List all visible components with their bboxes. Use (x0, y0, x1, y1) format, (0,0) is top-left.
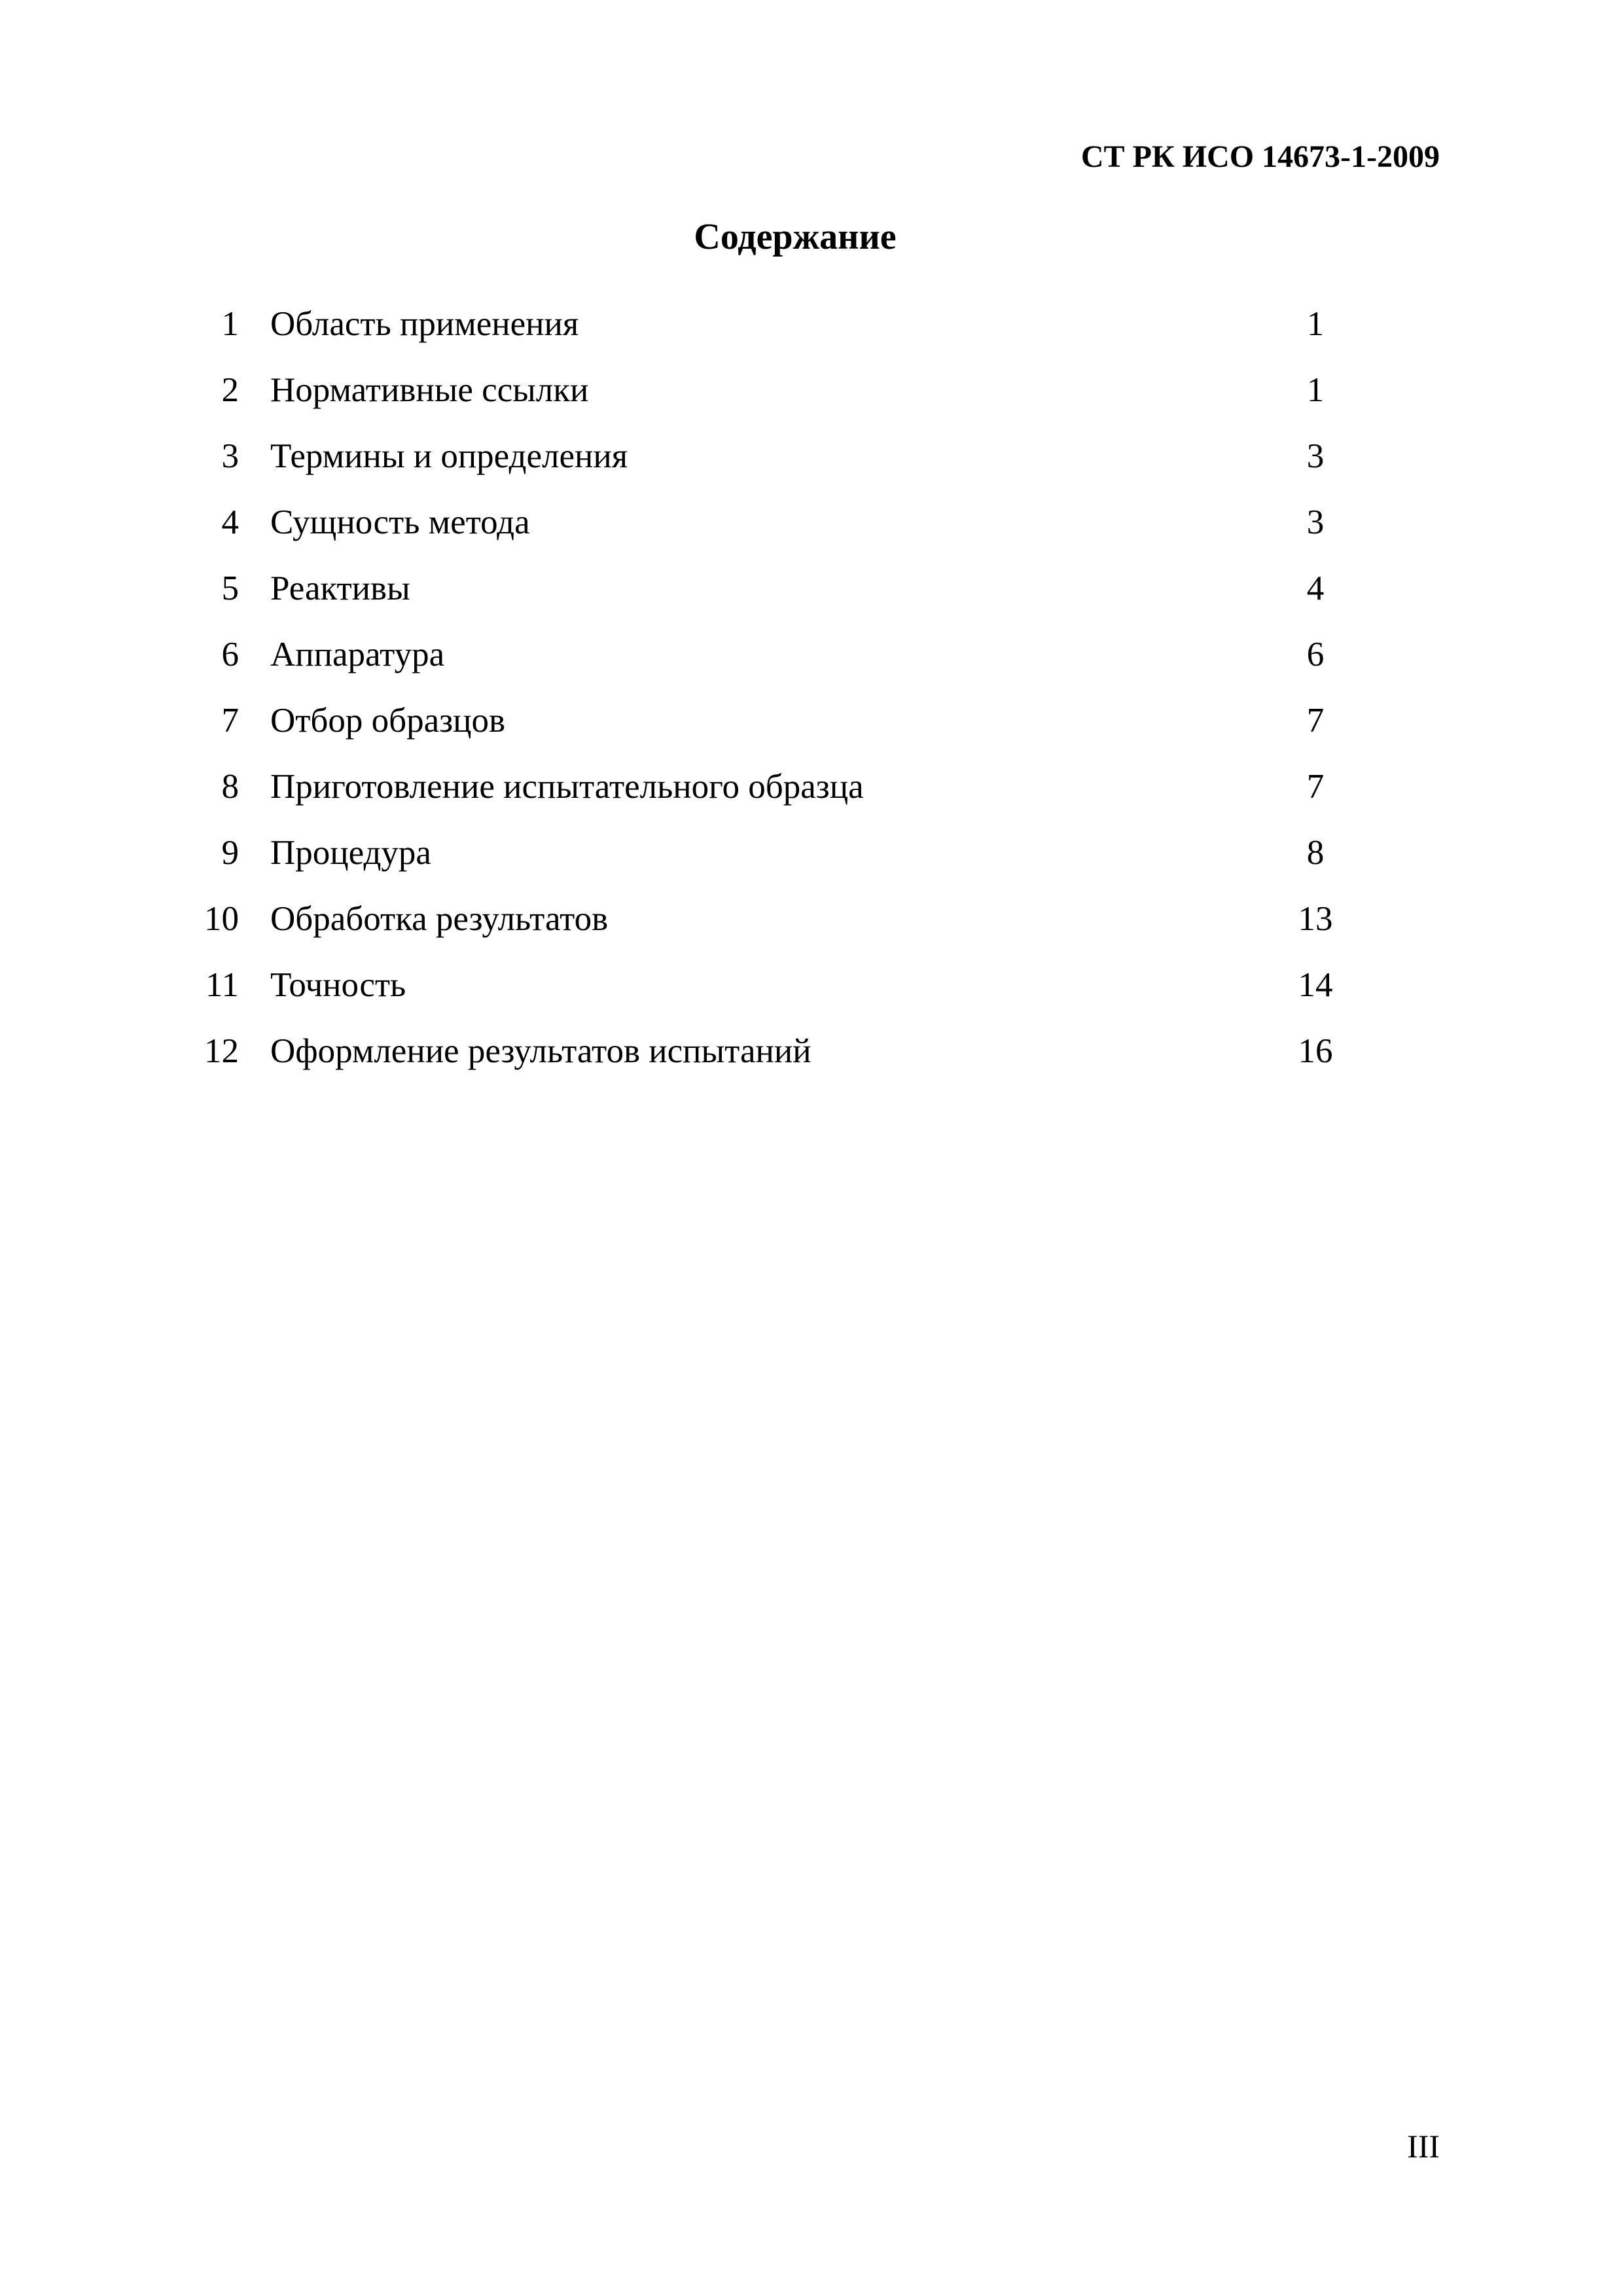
toc-item-page: 6 (1306, 636, 1325, 673)
toc-item[interactable] (157, 1028, 1335, 1094)
toc-item-label: Область применения (270, 305, 579, 343)
toc-item-page: 16 (1298, 1032, 1333, 1070)
toc-item-label: Реактивы (270, 569, 410, 607)
toc-item[interactable] (157, 433, 1335, 499)
toc-item-number: 12 (204, 1032, 239, 1070)
toc-item-number: 5 (221, 569, 239, 607)
toc-item-number: 4 (221, 503, 239, 541)
toc-item[interactable] (157, 698, 1335, 764)
toc-item-page: 1 (1306, 371, 1325, 409)
toc-item-label: Процедура (270, 834, 431, 872)
toc-item[interactable] (157, 301, 1335, 367)
toc-item-label: Отбор образцов (270, 702, 505, 740)
toc-item-label: Сущность метода (270, 503, 530, 541)
toc-item[interactable] (157, 962, 1335, 1028)
page-number: III (1407, 2128, 1440, 2164)
toc-item[interactable] (157, 632, 1335, 698)
toc-item-label: Нормативные ссылки (270, 371, 589, 409)
toc-item-number: 6 (221, 636, 239, 673)
toc-item-label: Оформление результатов испытаний (270, 1032, 812, 1070)
toc-item-page: 3 (1306, 503, 1325, 541)
toc-item-page: 13 (1298, 900, 1333, 938)
toc-item-number: 10 (204, 900, 239, 938)
toc-item[interactable] (157, 764, 1335, 830)
toc-item-page: 7 (1306, 702, 1325, 740)
toc-item-label: Приготовление испытательного образца (270, 768, 864, 806)
toc-item-number: 2 (221, 371, 239, 409)
toc-item-number: 11 (205, 966, 239, 1004)
toc-item-label: Аппаратура (270, 636, 445, 673)
toc-item-page: 4 (1306, 569, 1325, 607)
toc-item[interactable] (157, 565, 1335, 632)
document-code: СТ РК ИСО 14673-1-2009 (1080, 139, 1440, 174)
toc-item-page: 8 (1306, 834, 1325, 872)
toc-item-page: 14 (1298, 966, 1333, 1004)
toc-item-number: 3 (221, 437, 239, 475)
toc-item-page: 7 (1306, 768, 1325, 806)
toc-title: Содержание (694, 217, 897, 257)
toc-item-label: Термины и определения (270, 437, 628, 475)
toc-item[interactable] (157, 830, 1335, 896)
toc-item-number: 9 (221, 834, 239, 872)
toc-item-page: 3 (1306, 437, 1325, 475)
toc-item-label: Точность (270, 966, 406, 1004)
toc-item-page: 1 (1306, 305, 1325, 343)
toc-item[interactable] (157, 499, 1335, 565)
toc-item[interactable] (157, 896, 1335, 962)
toc-item-number: 8 (221, 768, 239, 806)
toc-item-number: 1 (221, 305, 239, 343)
toc-item-label: Обработка результатов (270, 900, 609, 938)
toc-item-number: 7 (221, 702, 239, 740)
toc-item[interactable] (157, 367, 1335, 433)
table-of-contents (157, 301, 1335, 1094)
